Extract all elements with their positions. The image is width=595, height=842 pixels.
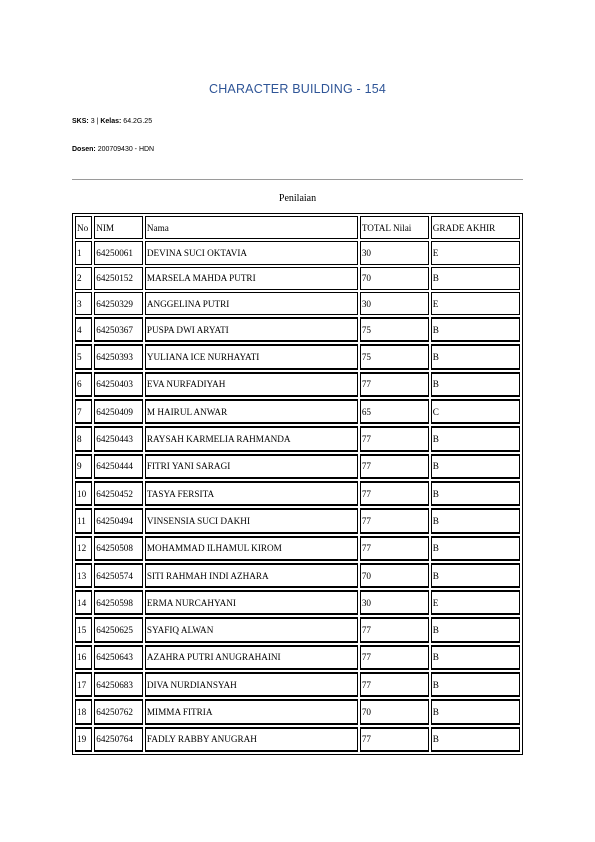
table-row: [75, 241, 520, 264]
cell-no: 14: [75, 590, 92, 615]
cell-nim: 64250403: [94, 372, 143, 397]
cell-no: 10: [75, 481, 92, 506]
cell-no: 7: [75, 399, 92, 424]
dosen-label: Dosen:: [72, 146, 96, 153]
cell-nim: 64250643: [94, 645, 143, 670]
table-row: [75, 317, 520, 342]
cell-nama: MOHAMMAD ILHAMUL KIROM: [145, 536, 358, 561]
cell-no: 3: [75, 292, 92, 315]
table-row: [75, 563, 520, 588]
column-header-total: TOTAL Nilai: [360, 216, 429, 239]
cell-no: 17: [75, 672, 92, 697]
cell-no: 4: [75, 317, 92, 342]
cell-total: 70: [360, 267, 429, 290]
cell-grade: B: [431, 536, 520, 561]
table-body: [75, 241, 520, 752]
cell-total: 77: [360, 617, 429, 642]
cell-total: 77: [360, 426, 429, 451]
cell-nama: FADLY RABBY ANUGRAH: [145, 727, 358, 752]
cell-grade: B: [431, 563, 520, 588]
cell-grade: B: [431, 617, 520, 642]
cell-total: 70: [360, 699, 429, 724]
cell-no: 13: [75, 563, 92, 588]
course-meta: [72, 118, 152, 125]
cell-no: 15: [75, 617, 92, 642]
table-row: [75, 590, 520, 615]
cell-nim: 64250574: [94, 563, 143, 588]
table-row: [75, 267, 520, 290]
cell-nama: PUSPA DWI ARYATI: [145, 317, 358, 342]
cell-nama: ANGGELINA PUTRI: [145, 292, 358, 315]
table-row: [75, 617, 520, 642]
cell-nama: M HAIRUL ANWAR: [145, 399, 358, 424]
table-row: [75, 645, 520, 670]
cell-total: 30: [360, 292, 429, 315]
cell-nim: 64250393: [94, 344, 143, 369]
cell-no: 8: [75, 426, 92, 451]
cell-total: 30: [360, 590, 429, 615]
cell-nama: DIVA NURDIANSYAH: [145, 672, 358, 697]
kelas-label: Kelas:: [100, 118, 122, 125]
cell-no: 16: [75, 645, 92, 670]
table-row: [75, 727, 520, 752]
cell-grade: B: [431, 267, 520, 290]
table-row: [75, 399, 520, 424]
column-header-grade: GRADE AKHIR: [431, 216, 520, 239]
cell-nama: TASYA FERSITA: [145, 481, 358, 506]
cell-nim: 64250409: [94, 399, 143, 424]
dosen-value: 200709430 - HDN: [97, 146, 155, 153]
meta-separator: |: [96, 118, 99, 125]
cell-grade: B: [431, 672, 520, 697]
cell-total: 65: [360, 399, 429, 424]
cell-grade: E: [431, 241, 520, 264]
cell-no: 19: [75, 727, 92, 752]
cell-nama: FITRI YANI SARAGI: [145, 454, 358, 479]
divider: [72, 179, 523, 180]
cell-total: 77: [360, 645, 429, 670]
table-row: [75, 372, 520, 397]
cell-no: 6: [75, 372, 92, 397]
cell-grade: B: [431, 727, 520, 752]
cell-nim: 64250444: [94, 454, 143, 479]
cell-nim: 64250625: [94, 617, 143, 642]
grades-table: [72, 213, 523, 755]
cell-grade: E: [431, 292, 520, 315]
cell-total: 77: [360, 727, 429, 752]
cell-nama: YULIANA ICE NURHAYATI: [145, 344, 358, 369]
cell-nama: VINSENSIA SUCI DAKHI: [145, 508, 358, 533]
cell-total: 75: [360, 317, 429, 342]
cell-total: 75: [360, 344, 429, 369]
cell-no: 18: [75, 699, 92, 724]
cell-grade: B: [431, 454, 520, 479]
cell-nim: 64250061: [94, 241, 143, 264]
cell-grade: B: [431, 344, 520, 369]
cell-grade: E: [431, 590, 520, 615]
cell-total: 77: [360, 372, 429, 397]
cell-nim: 64250762: [94, 699, 143, 724]
table-row: [75, 344, 520, 369]
cell-grade: B: [431, 645, 520, 670]
cell-nim: 64250683: [94, 672, 143, 697]
cell-nim: 64250494: [94, 508, 143, 533]
cell-grade: B: [431, 508, 520, 533]
cell-nama: RAYSAH KARMELIA RAHMANDA: [145, 426, 358, 451]
cell-nama: MARSELA MAHDA PUTRI: [145, 267, 358, 290]
cell-total: 77: [360, 536, 429, 561]
cell-no: 9: [75, 454, 92, 479]
cell-grade: B: [431, 426, 520, 451]
column-header-nama: Nama: [145, 216, 358, 239]
cell-nim: 64250452: [94, 481, 143, 506]
cell-nama: AZAHRA PUTRI ANUGRAHAINI: [145, 645, 358, 670]
cell-nim: 64250598: [94, 590, 143, 615]
cell-no: 11: [75, 508, 92, 533]
page-title: CHARACTER BUILDING - 154: [208, 82, 387, 96]
cell-grade: B: [431, 372, 520, 397]
cell-nama: ERMA NURCAHYANI: [145, 590, 358, 615]
cell-nama: SITI RAHMAH INDI AZHARA: [145, 563, 358, 588]
cell-grade: B: [431, 317, 520, 342]
sks-value: 3: [90, 118, 95, 125]
cell-total: 77: [360, 672, 429, 697]
cell-no: 1: [75, 241, 92, 264]
column-header-nim: NIM: [94, 216, 143, 239]
table-row: [75, 536, 520, 561]
cell-total: 70: [360, 563, 429, 588]
cell-nim: 64250508: [94, 536, 143, 561]
cell-nim: 64250764: [94, 727, 143, 752]
cell-total: 77: [360, 508, 429, 533]
table-row: [75, 454, 520, 479]
cell-nama: SYAFIQ ALWAN: [145, 617, 358, 642]
table-row: [75, 426, 520, 451]
cell-nama: EVA NURFADIYAH: [145, 372, 358, 397]
table-row: [75, 672, 520, 697]
cell-grade: B: [431, 699, 520, 724]
cell-total: 77: [360, 481, 429, 506]
table-row: [75, 292, 520, 315]
column-header-no: No: [75, 216, 92, 239]
cell-no: 5: [75, 344, 92, 369]
cell-nim: 64250443: [94, 426, 143, 451]
cell-nim: 64250367: [94, 317, 143, 342]
table-row: [75, 481, 520, 506]
cell-total: 30: [360, 241, 429, 264]
cell-no: 2: [75, 267, 92, 290]
cell-nama: MIMMA FITRIA: [145, 699, 358, 724]
cell-nim: 64250329: [94, 292, 143, 315]
table-header-row: [75, 216, 520, 239]
cell-grade: C: [431, 399, 520, 424]
cell-nama: DEVINA SUCI OKTAVIA: [145, 241, 358, 264]
table-row: [75, 699, 520, 724]
table-row: [75, 508, 520, 533]
cell-total: 77: [360, 454, 429, 479]
kelas-value: 64.2G.25: [123, 118, 153, 125]
sks-label: SKS:: [72, 118, 89, 125]
table-caption: Penilaian: [278, 193, 317, 204]
cell-grade: B: [431, 481, 520, 506]
cell-nim: 64250152: [94, 267, 143, 290]
cell-no: 12: [75, 536, 92, 561]
lecturer-meta: [72, 146, 154, 153]
